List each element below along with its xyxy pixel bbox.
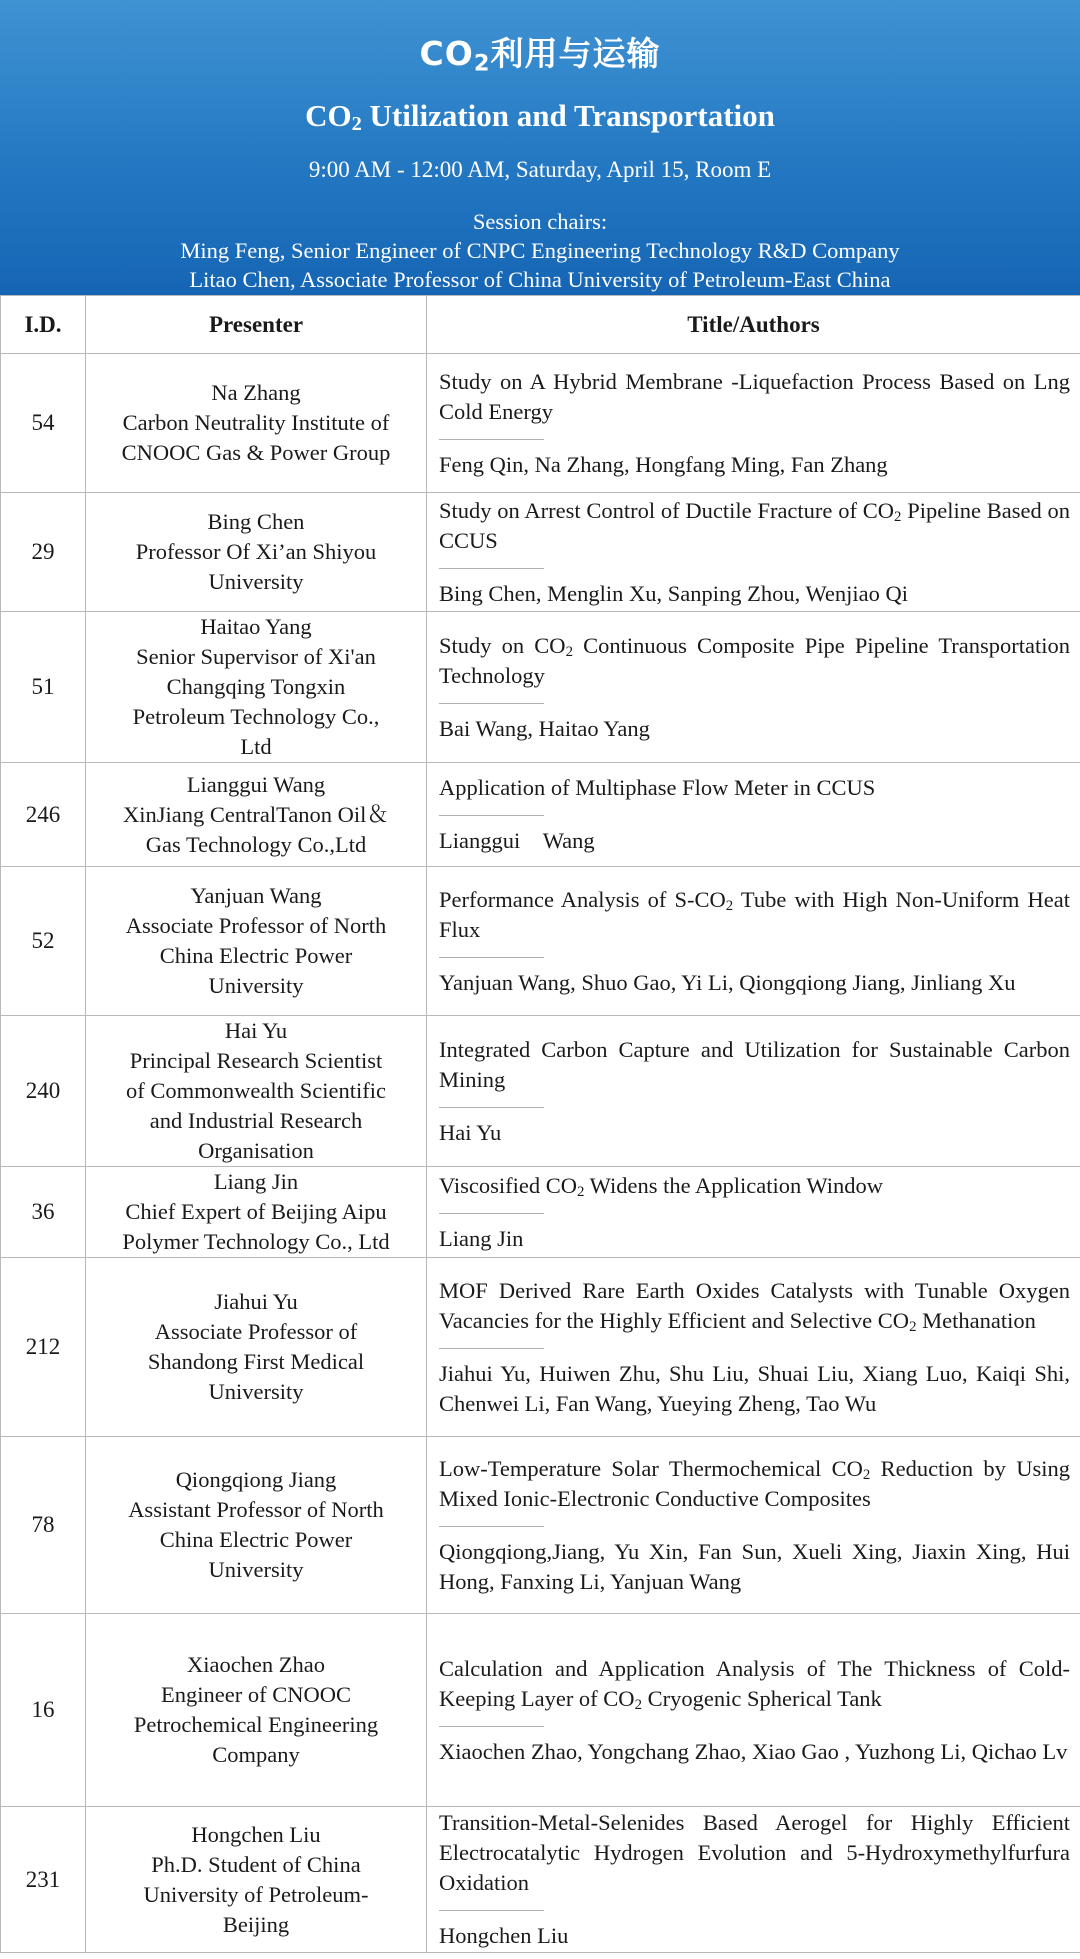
session-time: 9:00 AM - 12:00 AM, Saturday, April 15, Room E [308, 157, 772, 182]
presenter-cell [86, 1437, 427, 1614]
table-row [1, 612, 1080, 763]
title-author-divider [439, 568, 544, 569]
presenter-affiliation-line: University [208, 569, 304, 594]
title-author-divider [439, 703, 544, 704]
presenter-affiliation-line: XinJiang CentralTanon Oil＆ [123, 801, 389, 827]
table-row [1, 1258, 1080, 1437]
presenter-affiliation-line: Company [212, 1742, 300, 1767]
title-author-divider [439, 439, 544, 440]
presenter-affiliation-line: University [208, 1379, 304, 1404]
title-authors-cell [427, 493, 1080, 612]
presenter-name: Jiahui Yu [214, 1289, 298, 1314]
row-id: 78 [1, 1437, 86, 1614]
table-row [1, 354, 1080, 493]
presenter-affiliation-line: CNOOC Gas & Power Group [121, 440, 391, 465]
presenter-affiliation-line: Shandong First Medical [147, 1349, 365, 1374]
presenter-cell [86, 493, 427, 612]
title-author-divider [439, 815, 544, 816]
paper-authors: Hongchen Liu [439, 1923, 569, 1948]
title-authors-cell [427, 763, 1080, 867]
presenter-affiliation-line: Petrochemical Engineering [133, 1712, 379, 1737]
presenter-affiliation-line: University [208, 1557, 304, 1582]
title-authors-cell [427, 612, 1080, 763]
paper-title: MOF Derived Rare Earth Oxides Catalysts with Tunable Oxygen Vacancies for the Highly Efficient and Selective $CO_2$ Methanation [439, 1277, 1070, 1335]
paper-authors: Liang Jin [439, 1225, 524, 1251]
title-authors-cell [427, 354, 1080, 493]
presenter-affiliation-line: Changqing Tongxin [166, 674, 346, 699]
presenter-affiliation-line: China Electric Power [159, 943, 353, 968]
paper-authors: Bai Wang, Haitao Yang [439, 715, 650, 741]
presenter-name: Lianggui Wang [186, 771, 326, 797]
paper-title: Viscosified $CO_2$ Widens the Application Window [439, 1172, 884, 1200]
table-header-row [1, 296, 1080, 354]
row-id: 52 [1, 867, 86, 1016]
paper-title: Integrated Carbon Capture and Utilization for Sustainable Carbon Mining [439, 1036, 1070, 1092]
presenter-affiliation-line: Chief Expert of Beijing Aipu [125, 1199, 387, 1224]
session-header [0, 0, 1080, 295]
presenter-cell [86, 1167, 427, 1258]
title-author-divider [439, 957, 544, 958]
paper-authors: Feng Qin, Na Zhang, Hongfang Ming, Fan Zhang [439, 451, 888, 477]
schedule-table [0, 295, 1080, 1953]
presenter-affiliation-line: Petroleum Technology Co., [132, 704, 380, 729]
session-chairs [0, 207, 1080, 294]
presenter-cell [86, 1614, 427, 1807]
table-row [1, 1807, 1080, 1953]
presenter-affiliation-line: Polymer Technology Co., Ltd [122, 1229, 390, 1254]
presenter-affiliation-line: Ltd [240, 734, 272, 759]
paper-authors: Yanjuan Wang, Shuo Gao, Yi Li, Qiongqiong Jiang, Jinliang Xu [439, 969, 1016, 995]
paper-authors: Jiahui Yu, Huiwen Zhu, Shu Liu, Shuai Liu, Xiang Luo, Kaiqi Shi, Chenwei Li, Fan Wang, Yueying Zheng, Tao Wu [439, 1360, 1070, 1416]
session-title-chinese: $CO_2$利用与运输 [419, 34, 661, 77]
table-row [1, 1437, 1080, 1614]
presenter-cell [86, 1016, 427, 1167]
presenter-affiliation-line: and Industrial Research [149, 1108, 363, 1133]
chair-2: Litao Chen, Associate Professor of China University of Petroleum-East China [189, 267, 891, 292]
title-author-divider [439, 1910, 544, 1911]
presenter-cell [86, 1807, 427, 1953]
title-authors-cell [427, 1016, 1080, 1167]
title-author-divider [439, 1726, 544, 1727]
presenter-cell [86, 612, 427, 763]
column-header-presenter: Presenter [86, 296, 427, 354]
table-row [1, 493, 1080, 612]
paper-authors: Lianggui Wang [439, 828, 595, 853]
presenter-affiliation-line: University of Petroleum- [143, 1881, 369, 1907]
table-row [1, 867, 1080, 1016]
presenter-affiliation-line: Engineer of CNOOC [161, 1682, 351, 1707]
paper-title: Low-Temperature Solar Thermochemical $CO_2$ Reduction by Using Mixed Ionic-Electronic Conductive Composites [439, 1455, 1070, 1511]
presenter-name: Yanjuan Wang [190, 883, 322, 908]
table-row [1, 1016, 1080, 1167]
row-id: 240 [1, 1016, 86, 1167]
presenter-cell [86, 867, 427, 1016]
row-id: 212 [1, 1258, 86, 1437]
title-authors-cell [427, 1167, 1080, 1258]
presenter-affiliation-line: Principal Research Scientist [129, 1048, 383, 1073]
presenter-cell [86, 1258, 427, 1437]
title-author-divider [439, 1348, 544, 1349]
table-body [1, 354, 1080, 1953]
title-authors-cell [427, 1807, 1080, 1953]
presenter-affiliation-line: China Electric Power [159, 1527, 353, 1552]
presenter-affiliation-line: Beijing [222, 1911, 290, 1937]
row-id: 54 [1, 354, 86, 493]
presenter-name: Liang Jin [213, 1169, 299, 1194]
column-header-id: I.D. [1, 296, 86, 354]
paper-authors: Xiaochen Zhao, Yongchang Zhao, Xiao Gao , Yuzhong Li, Qichao Lv [439, 1738, 1068, 1764]
paper-title: Application of Multiphase Flow Meter in CCUS [439, 775, 876, 800]
table-row [1, 763, 1080, 867]
presenter-affiliation-line: of Commonwealth Scientific [126, 1078, 386, 1103]
paper-authors: Bing Chen, Menglin Xu, Sanping Zhou, Wenjiao Qi [439, 580, 908, 606]
title-authors-cell [427, 1614, 1080, 1807]
presenter-affiliation-line: University [208, 973, 304, 998]
presenter-name: Na Zhang [211, 380, 301, 405]
paper-title: Study on Arrest Control of Ductile Fracture of $CO_2$ Pipeline Based on CCUS [439, 497, 1070, 553]
presenter-affiliation-line: Assistant Professor of North [128, 1497, 384, 1522]
title-authors-cell [427, 867, 1080, 1016]
row-id: 51 [1, 612, 86, 763]
presenter-cell [86, 354, 427, 493]
paper-title: Study on A Hybrid Membrane -Liquefaction Process Based on Lng Cold Energy [439, 368, 1070, 424]
row-id: 16 [1, 1614, 86, 1807]
table-row [1, 1614, 1080, 1807]
paper-title: Transition-Metal-Selenides Based Aerogel for Highly Efficient Electrocatalytic Hydrogen Evolution and 5-Hydroxymethylfurfura Oxidation [439, 1810, 1070, 1895]
presenter-affiliation-line: Carbon Neutrality Institute of [122, 410, 390, 435]
row-id: 29 [1, 493, 86, 612]
paper-authors: Hai Yu [439, 1119, 502, 1145]
row-id: 231 [1, 1807, 86, 1953]
title-author-divider [439, 1526, 544, 1527]
presenter-affiliation-line: Organisation [198, 1138, 314, 1163]
chairs-label: Session chairs: [472, 209, 608, 234]
title-author-divider [439, 1213, 544, 1214]
presenter-cell [86, 763, 427, 867]
presenter-name: Hai Yu [224, 1018, 288, 1043]
title-authors-cell [427, 1258, 1080, 1437]
title-author-divider [439, 1107, 544, 1108]
presenter-name: Xiaochen Zhao [186, 1652, 326, 1677]
presenter-name: Hongchen Liu [191, 1821, 321, 1847]
presenter-affiliation-line: Senior Supervisor of Xi'an [136, 644, 376, 669]
paper-title: Study on $CO_2$ Continuous Composite Pipe Pipeline Transportation Technology [439, 632, 1070, 688]
presenter-name: Qiongqiong Jiang [175, 1467, 337, 1492]
paper-title: Performance Analysis of $S-CO_2$ Tube with High Non-Uniform Heat Flux [439, 886, 1070, 942]
paper-authors: Qiongqiong,Jiang, Yu Xin, Fan Sun, Xueli Xing, Jiaxin Xing, Hui Hong, Fanxing Li, Yanjuan Wang [439, 1538, 1070, 1594]
presenter-affiliation-line: Associate Professor of North [125, 913, 387, 938]
presenter-name: Bing Chen [207, 509, 305, 534]
presenter-affiliation-line: Ph.D. Student of China [151, 1851, 361, 1877]
row-id: 36 [1, 1167, 86, 1258]
presenter-affiliation-line: Professor Of Xi’an Shiyou [135, 539, 377, 564]
table-row [1, 1167, 1080, 1258]
presenter-name: Haitao Yang [200, 614, 312, 639]
session-title-english: $CO_2$ Utilization and Transportation [305, 98, 775, 136]
row-id: 246 [1, 763, 86, 867]
presenter-affiliation-line: Gas Technology Co.,Ltd [145, 831, 367, 857]
presenter-affiliation-line: Associate Professor of [154, 1319, 358, 1344]
paper-title: Calculation and Application Analysis of The Thickness of Cold-Keeping Layer of $CO_2$ Cryogenic Spherical Tank [439, 1655, 1070, 1713]
title-authors-cell [427, 1437, 1080, 1614]
chair-1: Ming Feng, Senior Engineer of CNPC Engineering Technology R&D Company [180, 238, 900, 263]
column-header-title: Title/Authors [427, 296, 1080, 354]
